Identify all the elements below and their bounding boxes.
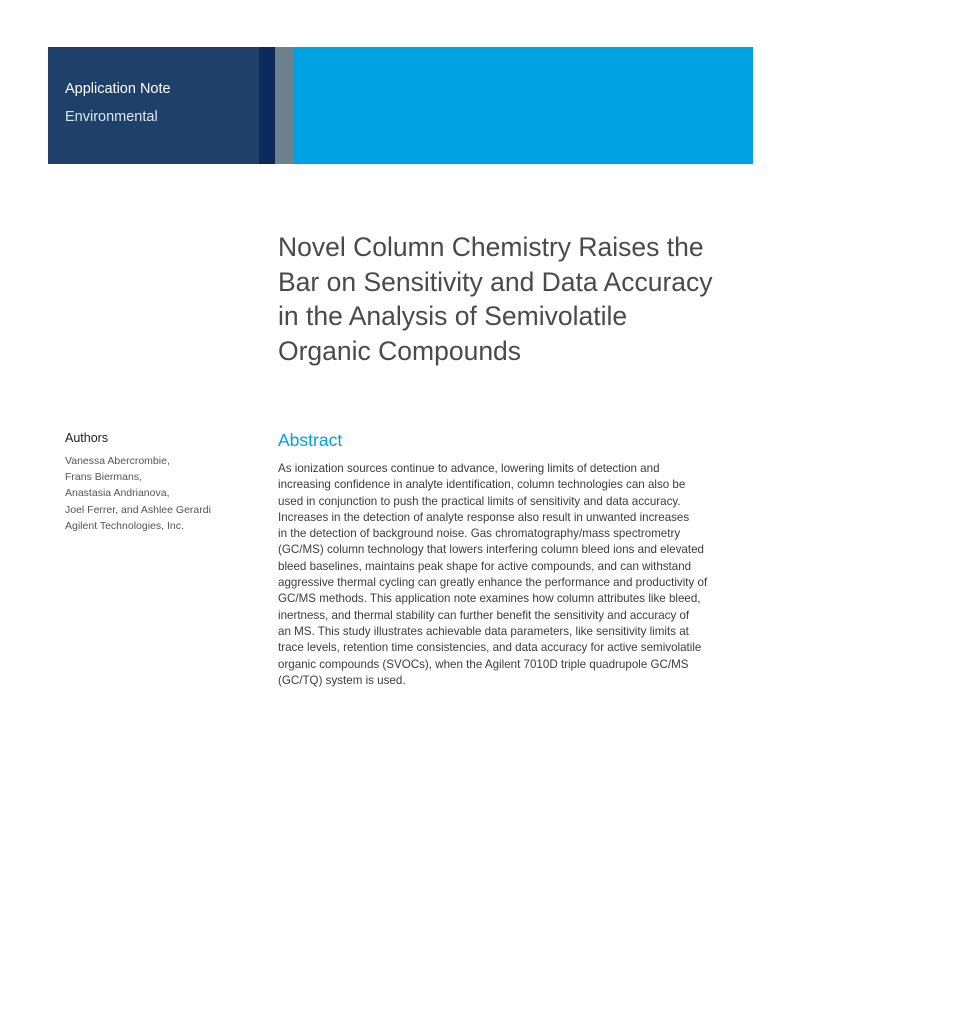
title-line: Organic Compounds	[278, 335, 522, 366]
abstract-line: inertness, and thermal stability can further benefit the sensitivity and accuracy of	[278, 608, 690, 622]
agilent-spark-logo-icon	[836, 71, 886, 121]
header-banner	[48, 47, 973, 164]
title-line: in the Analysis of Semivolatile	[278, 301, 628, 331]
abstract-line: trace levels, retention time consistencies, and data accuracy for active semivolatile	[278, 641, 702, 655]
abstract-line: Increases in the detection of analyte response also result in unwanted increases	[278, 510, 690, 524]
banner-right-panel	[294, 47, 973, 164]
author-line: Frans Biermans,	[65, 471, 143, 484]
abstract-line: (GC/MS) column technology that lowers interfering column bleed ions and elevated	[278, 543, 704, 557]
agilent-logo	[836, 71, 973, 141]
authors-heading: Authors	[65, 431, 109, 445]
abstract-heading: Abstract	[278, 430, 343, 450]
brand-name: Agilent	[893, 84, 969, 109]
author-line: Anastasia Andrianova,	[65, 487, 170, 500]
abstract-line: aggressive thermal cycling can greatly enhance the performance and productivity of	[278, 576, 708, 590]
abstract-line: GC/MS methods. This application note examines how column attributes like bleed,	[278, 592, 701, 606]
abstract-line: organic compounds (SVOCs), when the Agilent 7010D triple quadrupole GC/MS	[278, 657, 689, 671]
banner-left-panel	[48, 47, 259, 164]
title-line: Bar on Sensitivity and Data Accuracy	[278, 266, 713, 297]
abstract-line: increasing confidence in analyte identification, column technologies can also be	[278, 478, 686, 492]
author-affiliation: Agilent Technologies, Inc.	[65, 519, 184, 532]
authors-section	[65, 431, 245, 534]
banner-stripe-gray	[275, 47, 294, 164]
abstract-line: in the detection of background noise. Gas chromatography/mass spectrometry	[278, 527, 681, 541]
abstract-line: (GC/TQ) system is used.	[278, 673, 406, 687]
abstract-line: As ionization sources continue to advance, lowering limits of detection and	[278, 462, 660, 475]
abstract-line: used in conjunction to push the practical limits of sensitivity and data accuracy.	[278, 494, 681, 508]
brand-tagline: Trusted Answers	[895, 119, 973, 131]
page-title	[278, 230, 748, 368]
document-category: Environmental	[65, 109, 158, 125]
abstract-line: bleed baselines, maintains peak shape for active compounds, and can withstand	[278, 559, 692, 573]
abstract-line: an MS. This study illustrates achievable data parameters, like sensitivity limits at	[278, 624, 689, 638]
author-line: Joel Ferrer, and Ashlee Gerardi	[65, 503, 211, 516]
document-type: Application Note	[65, 81, 171, 97]
abstract-body	[278, 461, 748, 689]
abstract-section	[278, 430, 748, 689]
banner-stripe-navy	[259, 47, 275, 164]
author-line: Vanessa Abercrombie,	[65, 455, 170, 467]
title-line: Novel Column Chemistry Raises the	[278, 232, 704, 262]
